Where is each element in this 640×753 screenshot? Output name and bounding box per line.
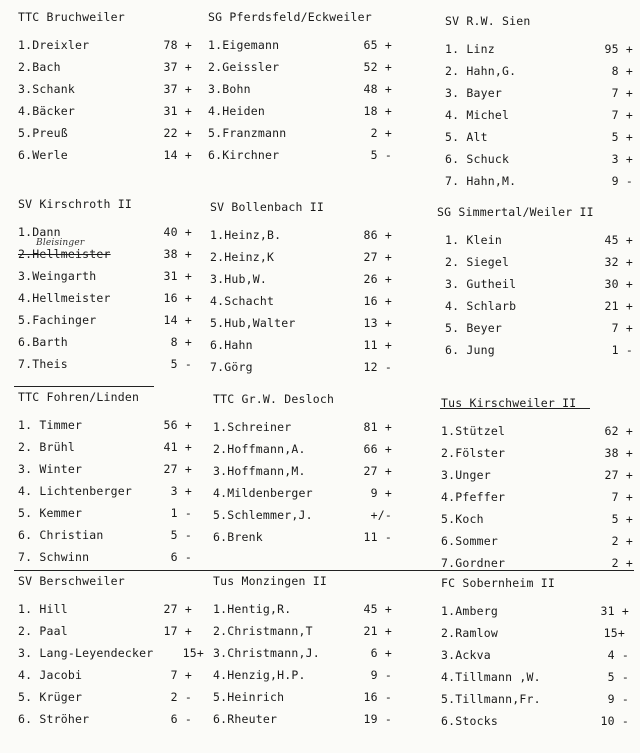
player-name: 7.Theis [18,357,68,371]
player-name: 5. Beyer [445,321,502,335]
player-score: 37 + [163,60,192,74]
player-name: 2. Paal [18,624,68,638]
player-name: 3. Bayer [445,86,502,100]
player-score: 5 - [170,528,192,542]
player-name: 4.Tillmann ,W. [441,670,541,684]
player-row [441,468,633,490]
player-score: 31 + [600,604,629,618]
player-score: 6 - [170,550,192,564]
player-name: 6.Hahn [210,338,253,352]
player-row [441,512,633,534]
player-score: 4 - [607,648,629,662]
team-title: Tus Monzingen II [213,574,327,588]
player-name: 4.Bäcker [18,104,75,118]
player-row [18,238,198,269]
player-name: 2.Christmann,T [213,624,313,638]
player-name: 3. Lang-Leyendecker [18,646,154,660]
player-row [210,316,398,338]
player-name: 1.Dreixler [18,38,90,52]
player-row [18,462,198,484]
team-title: SG Pferdsfeld/Eckweiler [208,10,372,24]
player-score: 15+ [182,646,204,660]
player-name: 4.Henzig,H.P. [213,668,306,682]
player-score: 16 + [363,294,392,308]
player-row [18,126,198,148]
player-name: 4. Jacobi [18,668,83,682]
player-name: 2. Brühl [18,440,75,454]
player-score: 7 + [611,108,633,122]
player-name: 5.Franzmann [208,126,287,140]
row-separator [14,386,154,387]
player-row [445,86,633,108]
player-row [210,228,398,250]
player-name: 3.Ackva [441,648,491,662]
team-block-12 [441,576,629,736]
player-name: 7. Hahn,M. [445,174,517,188]
player-score: 45 + [363,602,392,616]
team-block-4 [18,197,198,379]
player-row [18,313,198,335]
player-score: 21 + [363,624,392,638]
player-score: 78 + [163,38,192,52]
player-row [437,299,633,321]
player-name: 2.Geissler [208,60,280,74]
player-score: 1 - [170,506,192,520]
player-row [445,64,633,86]
player-row [445,130,633,152]
team-block-11 [213,574,398,734]
player-row [18,104,198,126]
player-score: +/- [370,508,392,522]
player-row [18,440,198,462]
player-row [18,335,198,357]
team-title: SG Simmertal/Weiler II [437,205,594,219]
player-name: 6.Barth [18,335,68,349]
player-row [437,343,633,365]
player-row [18,38,198,60]
player-score: 16 - [363,690,392,704]
player-score: 66 + [363,442,392,456]
player-score: 8 + [611,64,633,78]
team-title: TTC Gr.W. Desloch [213,392,335,406]
player-score: 7 + [611,321,633,335]
player-name: 5. Krüger [18,690,83,704]
player-row [18,550,198,572]
player-row [441,556,633,578]
player-name: 5.Heinrich [213,690,285,704]
player-name: 5. Kemmer [18,506,83,520]
player-name: 5.Hub,Walter [210,316,296,330]
player-score: 5 + [611,512,633,526]
player-row [18,602,198,624]
player-row [18,418,198,440]
player-row [18,148,198,170]
player-name: 6.Sommer [441,534,498,548]
player-score: 9 - [607,692,629,706]
player-row [213,508,398,530]
team-block-6 [437,205,633,365]
player-row [18,60,198,82]
player-row [445,108,633,130]
player-row [441,648,629,670]
team-block-8 [213,392,398,552]
player-name: 7. Schwinn [18,550,90,564]
player-name: 2.Ramlow [441,626,498,640]
player-score: 38 + [163,247,192,261]
player-score: 81 + [363,420,392,434]
player-name: 1.Hentig,R. [213,602,292,616]
player-name: 4.Hellmeister [18,291,111,305]
player-score: 9 - [370,668,392,682]
player-score: 10 - [600,714,629,728]
player-score: 65 + [363,38,392,52]
player-name: 2. Siegel [445,255,510,269]
player-score: 5 - [170,357,192,371]
player-name: 4. Michel [445,108,510,122]
player-row [18,646,204,668]
team-title: SV Berschweiler [18,574,125,588]
player-name: 4.Mildenberger [213,486,313,500]
player-row [441,626,629,648]
player-name: 6.Stocks [441,714,498,728]
player-name: 3.Hoffmann,M. [213,464,306,478]
team-block-2 [208,10,398,170]
player-row [18,668,198,690]
player-row [445,174,633,196]
player-row [445,152,633,174]
player-row [437,233,633,255]
player-name: 7.Görg [210,360,253,374]
player-row [210,294,398,316]
player-row [18,528,198,550]
player-name: 3. Winter [18,462,83,476]
player-name: 3. Gutheil [445,277,517,291]
player-score: 22 + [163,126,192,140]
player-name: 2.Heinz,K [210,250,275,264]
player-row [213,442,398,464]
player-score: 15+ [603,626,625,640]
player-row [213,420,398,442]
player-score: 48 + [363,82,392,96]
player-name: 2.Fölster [441,446,506,460]
player-name: 4.Heiden [208,104,265,118]
player-score: 27 + [163,462,192,476]
handwritten-correction: Bleisinger [36,238,85,248]
player-score: 14 + [163,148,192,162]
player-score: 37 + [163,82,192,96]
player-score: 13 + [363,316,392,330]
player-row [445,42,633,64]
player-row [18,357,198,379]
player-row [18,624,198,646]
player-name: 5.Preuß [18,126,68,140]
player-score: 21 + [604,299,633,313]
player-row [213,486,398,508]
player-name: 2. Hahn,G. [445,64,517,78]
player-name: 1.Stützel [441,424,506,438]
player-score: 7 + [611,86,633,100]
player-score: 52 + [363,60,392,74]
player-name: 4.Schacht [210,294,275,308]
player-row [441,534,633,556]
player-score: 27 + [163,602,192,616]
player-score: 9 + [370,486,392,500]
player-score: 2 - [170,690,192,704]
player-score: 31 + [163,269,192,283]
team-block-9 [441,396,633,578]
player-row [18,484,198,506]
player-name: 4. Lichtenberger [18,484,132,498]
player-score: 26 + [363,272,392,286]
player-score: 17 + [163,624,192,638]
team-title: SV R.W. Sien [445,14,531,28]
player-score: 32 + [604,255,633,269]
player-score: 27 + [363,250,392,264]
player-score: 9 - [611,174,633,188]
player-row [208,60,398,82]
team-block-5 [210,200,398,382]
player-row [213,624,398,646]
player-score: 18 + [363,104,392,118]
player-score: 12 - [363,360,392,374]
player-name: 5.Schlemmer,J. [213,508,313,522]
player-row [213,602,398,624]
player-name: 1. Klein [445,233,502,247]
team-title: FC Sobernheim II [441,576,555,590]
player-score: 2 + [370,126,392,140]
player-score: 3 + [611,152,633,166]
player-name: 1.Eigemann [208,38,280,52]
player-row [441,604,629,626]
player-row [437,277,633,299]
player-score: 30 + [604,277,633,291]
player-row [208,148,398,170]
player-row [441,424,633,446]
player-name: 3.Unger [441,468,491,482]
player-score: 16 + [163,291,192,305]
player-row [441,692,629,714]
team-block-7 [18,390,198,572]
player-row [208,38,398,60]
player-name: 6. Ströher [18,712,90,726]
player-score: 11 - [363,530,392,544]
team-title: Tus Kirschweiler II [441,396,577,410]
team-title: SV Kirschroth II [18,197,132,211]
player-score: 2 + [611,534,633,548]
player-row [213,690,398,712]
player-name: 5.Koch [441,512,484,526]
player-name: 6. Jung [445,343,495,357]
player-name: 6.Kirchner [208,148,280,162]
team-block-3 [445,14,633,196]
player-row [213,646,398,668]
player-row [213,464,398,486]
player-name: 1.Heinz,B. [210,228,282,242]
player-row [441,446,633,468]
player-name: 2.Hellmeister [18,247,111,261]
player-row [210,360,398,382]
player-score: 41 + [163,440,192,454]
player-score: 6 - [170,712,192,726]
player-score: 7 + [611,490,633,504]
player-row [18,712,198,734]
player-score: 19 - [363,712,392,726]
player-row [208,126,398,148]
player-row [208,104,398,126]
player-row [210,338,398,360]
player-name: 7.Gordner [441,556,506,570]
player-row [18,690,198,712]
player-name: 1.Amberg [441,604,498,618]
player-name: 2.Hoffmann,A. [213,442,306,456]
player-row [437,255,633,277]
team-block-1 [18,10,198,170]
player-name: 3.Weingarth [18,269,97,283]
player-name: 5.Tillmann,Fr. [441,692,541,706]
player-score: 45 + [604,233,633,247]
player-row [437,321,633,343]
player-row [18,506,198,528]
player-name: 5. Alt [445,130,488,144]
player-row [213,668,398,690]
player-name: 1.Schreiner [213,420,292,434]
player-score: 6 + [370,646,392,660]
player-row [210,250,398,272]
player-row [441,670,629,692]
player-name: 3.Schank [18,82,75,96]
player-row [18,291,198,313]
player-name: 3.Bohn [208,82,251,96]
player-row [441,714,629,736]
player-score: 27 + [363,464,392,478]
player-name: 3.Christmann,J. [213,646,320,660]
player-score: 11 + [363,338,392,352]
team-title: SV Bollenbach II [210,200,324,214]
player-score: 95 + [604,42,633,56]
player-name: 6.Brenk [213,530,263,544]
player-score: 62 + [604,424,633,438]
player-name: 1. Hill [18,602,68,616]
player-row [18,82,198,104]
player-score: 5 - [607,670,629,684]
player-score: 5 - [370,148,392,162]
player-score: 56 + [163,418,192,432]
player-name: 2.Bach [18,60,61,74]
player-name: 6.Rheuter [213,712,278,726]
player-score: 40 + [163,225,192,239]
player-row [441,490,633,512]
player-score: 27 + [604,468,633,482]
player-score: 7 + [170,668,192,682]
player-score: 3 + [170,484,192,498]
player-score: 1 - [611,343,633,357]
team-title: TTC Bruchweiler [18,10,125,24]
player-name: 6.Werle [18,148,68,162]
player-name: 5.Fachinger [18,313,97,327]
player-name: 6. Schuck [445,152,510,166]
player-name: 1.Dann [18,225,61,239]
player-row [208,82,398,104]
player-row [18,269,198,291]
player-score: 5 + [611,130,633,144]
player-name: 4. Schlarb [445,299,517,313]
player-name: 1. Timmer [18,418,83,432]
player-name: 4.Pfeffer [441,490,506,504]
player-name: 6. Christian [18,528,104,542]
player-score: 8 + [170,335,192,349]
player-score: 38 + [604,446,633,460]
player-score: 2 + [611,556,633,570]
player-row [210,272,398,294]
team-title: TTC Fohren/Linden [18,390,140,404]
player-row [213,712,398,734]
player-row [213,530,398,552]
player-score: 31 + [163,104,192,118]
player-name: 3.Hub,W. [210,272,267,286]
player-score: 14 + [163,313,192,327]
player-score: 86 + [363,228,392,242]
team-block-10 [18,574,204,734]
player-name: 1. Linz [445,42,495,56]
